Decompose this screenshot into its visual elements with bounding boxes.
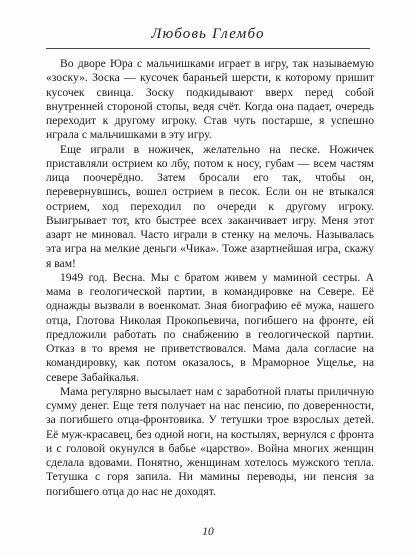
page-number: 10 bbox=[202, 526, 214, 538]
paragraph-1949: 1949 год. Весна. Мы с братом живем у маминой сестры. А мама в геологической партии, в командировке на Севере. Её однажды вызвали в военкомат. Зная биографию её мужа, нашего отца, Глотова Николая Прокопьевича, погибшего на фронте, ей предложили работать по снабжению в геологической партии. Отказ в то время не приветствовался. Мама дала согласие на командировку, как потом оказалось, в Мраморное Ущелье, на севере Забайкалья. bbox=[46, 270, 374, 384]
paragraph-nozhichek: Еще играли в ножичек, желательно на песке. Ножичек приставляли острием ко лбу, потом к носу, губам — всем частям лица поочерёдно. Затем бросали его так, чтобы он, перевернувшись, вошел острием в песок. Если он не втыкался острием, ход переходил по очереди к другому игроку. Выигрывает тот, кто быстрее всех заканчивает игру. Меня этот азарт не миновал. Часто играли в стенку на мелочь. Называлась эта игра на мелкие деньги «Чика». Тоже азартнейшая игра, скажу я вам! bbox=[46, 142, 374, 270]
running-header-author: Любовь Глембо bbox=[151, 26, 265, 42]
page-body-text bbox=[46, 57, 374, 499]
paragraph-zoska: Во дворе Юра с мальчишками играет в игру, так называемую «зоску». Зоска — кусочек бараньей шерсти, к которому пришит кусочек свинца. Зоску подкидывают вверх перед собой внутренней стороной стопы, ведя счёт. Когда она падает, очередь переходит к другому игроку. Став чуть постарше, я успешно играла с мальчишками в эту игру. bbox=[46, 57, 374, 142]
header-divider bbox=[46, 48, 370, 49]
paragraph-mama-money: Мама регулярно высылает нам с заработной платы приличную сумму денег. Еще тетя получает на нас пенсию, по доверенности, за погибшего отца-фронтовика. У тетушки трое взрослых детей. Её муж-красавец, без одной ноги, на костылях, вернулся с фронта и с головой окунулся в бабье «царство». Война многих женщин сделала вдовами. Понятно, женщинам хотелось мужского тепла. Тетушка с горя запила. Ни мамины переводы, ни пенсия за погибшего отца до нас не доходят. bbox=[46, 384, 374, 498]
